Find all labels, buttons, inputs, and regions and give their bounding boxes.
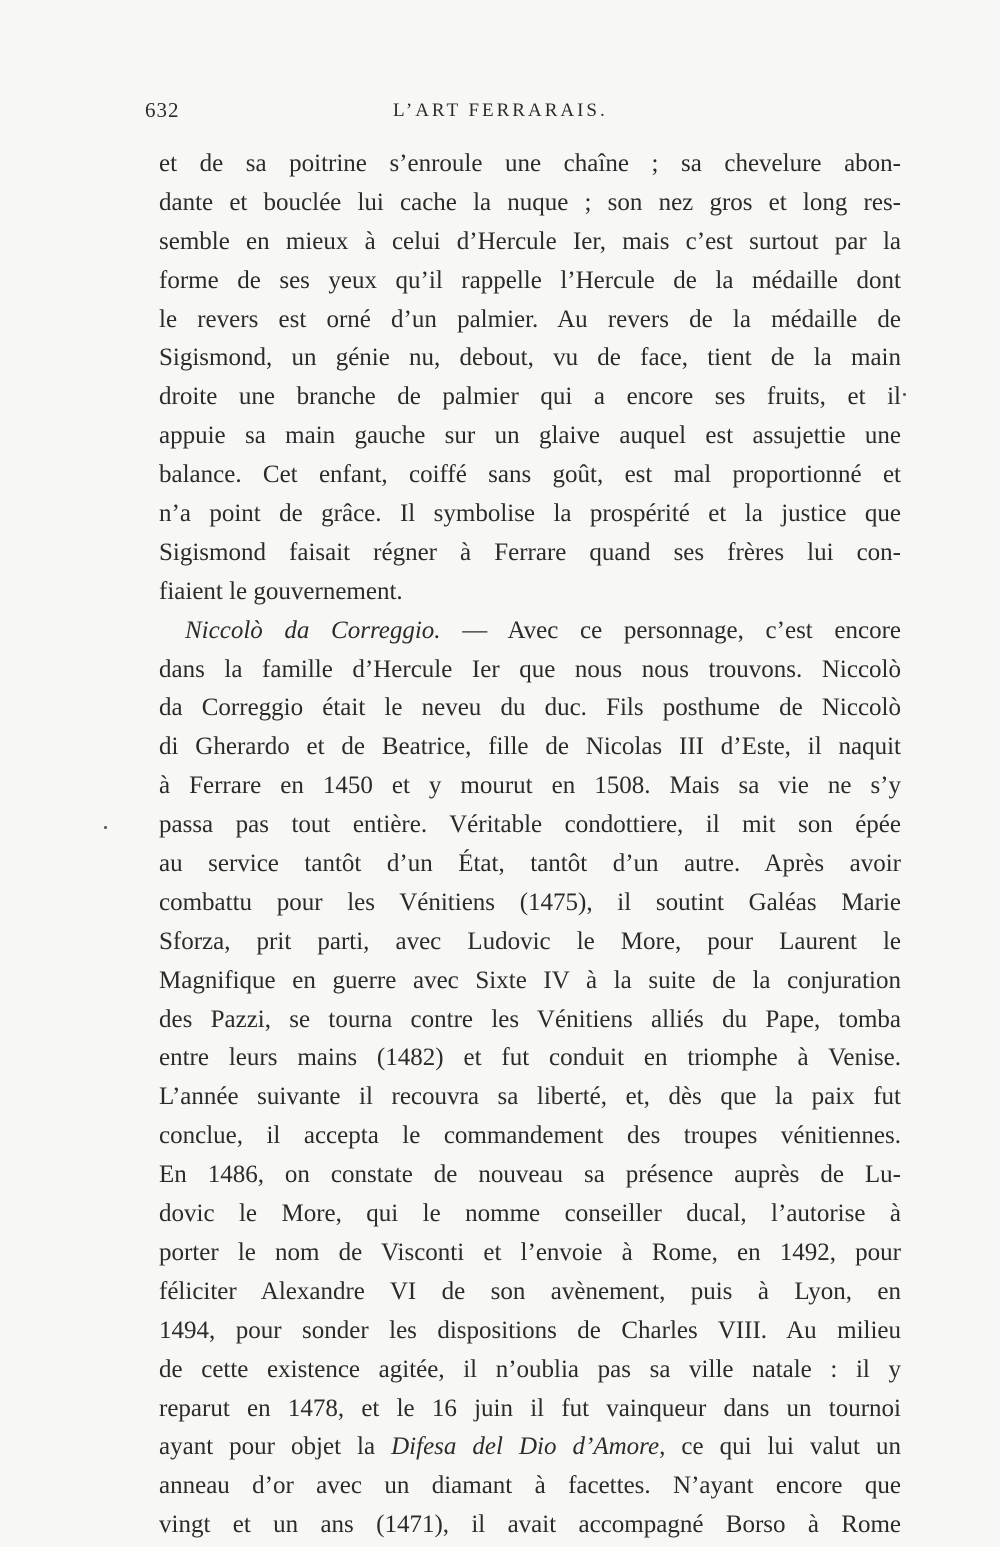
text-line: semble en mieux à celui d’Hercule Ier, mais c’est surtout par la	[159, 227, 901, 255]
text-line: Magnifique en guerre avec Sixte IV à la suite de la conjuration	[159, 966, 901, 994]
text-line: dante et bouclée lui cache la nuque ; son nez gros et long res-	[159, 188, 901, 216]
text-line: appuie sa main gauche sur un glaive auquel est assujettie une	[159, 422, 901, 450]
text-line: dans la famille d’Hercule Ier que nous nous trouvons. Niccolò	[159, 655, 901, 683]
page-header	[145, 98, 905, 132]
paper-speck	[903, 393, 906, 396]
text-line: au service tantôt d’un État, tantôt d’un autre. Après avoir	[159, 850, 901, 878]
text-line: passa pas tout entière. Véritable condottiere, il mit son épée	[159, 811, 901, 839]
text-line: Sforza, prit parti, avec Ludovic le More, pour Laurent le	[159, 927, 901, 955]
text-line: à Ferrare en 1450 et y mourut en 1508. Mais sa vie ne s’y	[159, 772, 901, 800]
joust-line-end: ce qui lui valut un	[681, 1433, 901, 1461]
text-line: reparut en 1478, et le 16 juin il fut vainqueur dans un tournoi	[159, 1394, 901, 1422]
page-number: 632	[145, 98, 180, 122]
text-line: n’a point de grâce. Il symbolise la prospérité et la justice que	[159, 500, 901, 528]
paper-speck	[104, 826, 107, 829]
text-line: balance. Cet enfant, coiffé sans goût, est mal proportionné et	[159, 461, 901, 489]
text-line: vingt et un ans (1471), il avait accompagné Borso à Rome	[159, 1511, 901, 1539]
text-line: porter le nom de Visconti et l’envoie à Rome, en 1492, pour	[159, 1238, 901, 1266]
running-head: L’ART FERRARAIS.	[393, 100, 608, 121]
text-line: des Pazzi, se tourna contre les Vénitiens alliés du Pape, tomba	[159, 1005, 901, 1033]
section-name: Niccolò da Correggio.	[185, 616, 441, 644]
text-line: fiaient le gouvernement.	[159, 577, 403, 605]
section-opening-text: — Avec ce personnage, c’est encore	[462, 616, 901, 644]
text-line: féliciter Alexandre VI de son avènement, puis à Lyon, en	[159, 1277, 901, 1305]
text-line: droite une branche de palmier qui a encore ses fruits, et il	[159, 383, 901, 411]
text-line: et de sa poitrine s’enroule une chaîne ; sa chevelure abon-	[159, 150, 901, 177]
body-text	[159, 145, 901, 1545]
text-line: de cette existence agitée, il n’oublia pas sa ville natale : il y	[159, 1355, 901, 1383]
text-line: forme de ses yeux qu’il rappelle l’Hercule de la médaille dont	[159, 266, 901, 294]
text-line: Sigismond, un génie nu, debout, vu de face, tient de la main	[159, 344, 901, 372]
joust-line-start: ayant pour objet la	[159, 1433, 376, 1461]
text-line: anneau d’or avec un diamant à facettes. N’ayant encore que	[159, 1472, 901, 1500]
text-line: Sigismond faisait régner à Ferrare quand ses frères lui con-	[159, 538, 901, 566]
text-line: L’année suivante il recouvra sa liberté, et, dès que la paix fut	[159, 1083, 901, 1111]
text-line: conclue, il accepta le commandement des troupes vénitiennes.	[159, 1122, 901, 1150]
text-line: entre leurs mains (1482) et fut conduit en triomphe à Venise.	[159, 1044, 901, 1072]
text-line: 1494, pour sonder les dispositions de Charles VIII. Au milieu	[159, 1316, 901, 1344]
text-line: En 1486, on constate de nouveau sa présence auprès de Lu-	[159, 1161, 901, 1189]
text-line: da Correggio était le neveu du duc. Fils posthume de Niccolò	[159, 694, 901, 722]
joust-title: Difesa del Dio d’Amore,	[391, 1433, 666, 1461]
text-line: di Gherardo et de Beatrice, fille de Nicolas III d’Este, il naquit	[159, 733, 901, 761]
text-line: dovic le More, qui le nomme conseiller ducal, l’autorise à	[159, 1200, 901, 1228]
joust-line	[159, 1428, 901, 1467]
section-opening-line	[159, 612, 901, 651]
text-line: combattu pour les Vénitiens (1475), il soutint Galéas Marie	[159, 888, 901, 916]
text-line: le revers est orné d’un palmier. Au revers de la médaille de	[159, 305, 901, 333]
